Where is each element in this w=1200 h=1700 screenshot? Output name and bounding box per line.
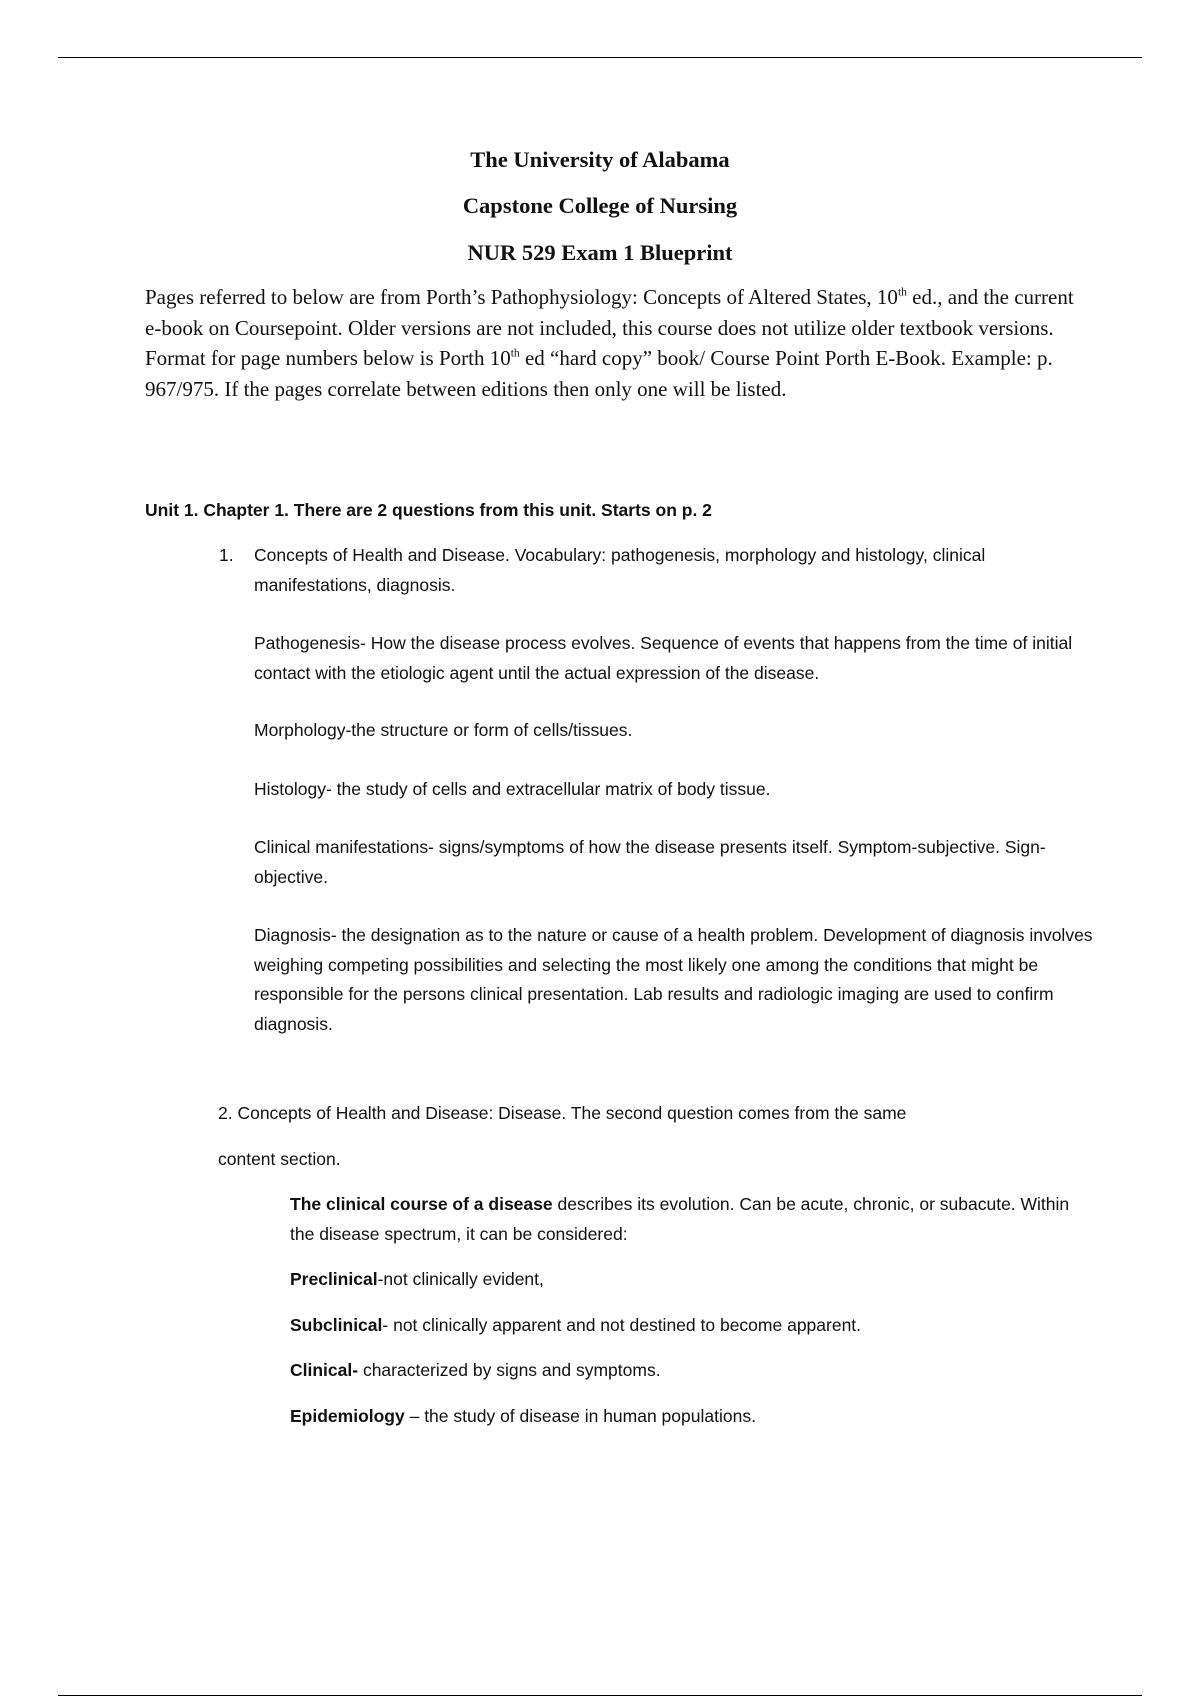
item-1-text: Concepts of Health and Disease. Vocabulary: pathogenesis, morphology and histology, clinical manifestations, diagnosis. bbox=[254, 545, 986, 595]
top-rule bbox=[58, 57, 1142, 58]
item-2-text-continued: content section. bbox=[218, 1149, 341, 1169]
university-title: The University of Alabama bbox=[470, 147, 730, 172]
bottom-rule bbox=[58, 1695, 1142, 1696]
clinical-course-paragraph bbox=[290, 1190, 1090, 1249]
exam-title: NUR 529 Exam 1 Blueprint bbox=[467, 240, 733, 265]
clinical-term: Clinical- bbox=[290, 1360, 359, 1380]
intro-superscript-2: th bbox=[510, 347, 520, 360]
unit-heading: Unit 1. Chapter 1. There are 2 questions from this unit. Starts on p. 2 bbox=[145, 500, 712, 520]
intro-superscript-1: th bbox=[897, 286, 907, 299]
clinical-line bbox=[290, 1356, 1090, 1386]
subclinical-line bbox=[290, 1311, 1090, 1341]
epidemiology-text: – the study of disease in human populations. bbox=[404, 1406, 756, 1426]
epidemiology-line bbox=[290, 1402, 1090, 1432]
subclinical-term: Subclinical bbox=[290, 1315, 383, 1335]
definition-diagnosis: Diagnosis- the designation as to the nature or cause of a health problem. Development of diagnosis involves weighing competing possibilities and selecting the most likely one among the conditions that might be responsible for the persons clinical presentation. Lab results and radiologic imaging are used to confirm diagnosis. bbox=[254, 925, 1093, 1034]
epidemiology-term: Epidemiology bbox=[290, 1406, 405, 1426]
item-1-number: 1. bbox=[219, 545, 234, 565]
subclinical-text: - not clinically apparent and not destined to become apparent. bbox=[382, 1315, 862, 1335]
item-2-text: 2. Concepts of Health and Disease: Disease. The second question comes from the same bbox=[218, 1103, 907, 1123]
clinical-text: characterized by signs and symptoms. bbox=[358, 1360, 661, 1380]
definition-histology: Histology- the study of cells and extracellular matrix of body tissue. bbox=[254, 779, 771, 799]
clinical-course-term: The clinical course of a disease bbox=[290, 1194, 553, 1214]
intro-part-2: ed., and the current e-book on Coursepoint. Older versions are not included, this course does not utilize older textbook versions. Format for page numbers below is Porth 10 bbox=[145, 285, 1074, 371]
intro-paragraph bbox=[145, 282, 1085, 404]
preclinical-term: Preclinical bbox=[290, 1269, 378, 1289]
preclinical-text: -not clinically evident, bbox=[377, 1269, 544, 1289]
definition-pathogenesis: Pathogenesis- How the disease process evolves. Sequence of events that happens from the time of initial contact with the etiologic agent until the actual expression of the disease. bbox=[254, 633, 1073, 683]
definition-morphology: Morphology-the structure or form of cells/tissues. bbox=[254, 720, 633, 740]
college-title: Capstone College of Nursing bbox=[462, 193, 738, 218]
definition-clinical-manifestations: Clinical manifestations- signs/symptoms of how the disease presents itself. Symptom-subjective. Sign-objective. bbox=[254, 837, 1046, 887]
intro-part-3: ed “hard copy” book/ Course Point Porth E-Book. Example: p. 967/975. If the pages correlate between editions then only one will be listed. bbox=[145, 346, 1053, 401]
intro-part-1: Pages referred to below are from Porth’s Pathophysiology: Concepts of Altered States, 10 bbox=[145, 285, 898, 309]
clinical-course-text: describes its evolution. Can be acute, chronic, or subacute. Within the disease spectrum, it can be considered: bbox=[290, 1194, 1070, 1244]
preclinical-line bbox=[290, 1265, 1090, 1295]
